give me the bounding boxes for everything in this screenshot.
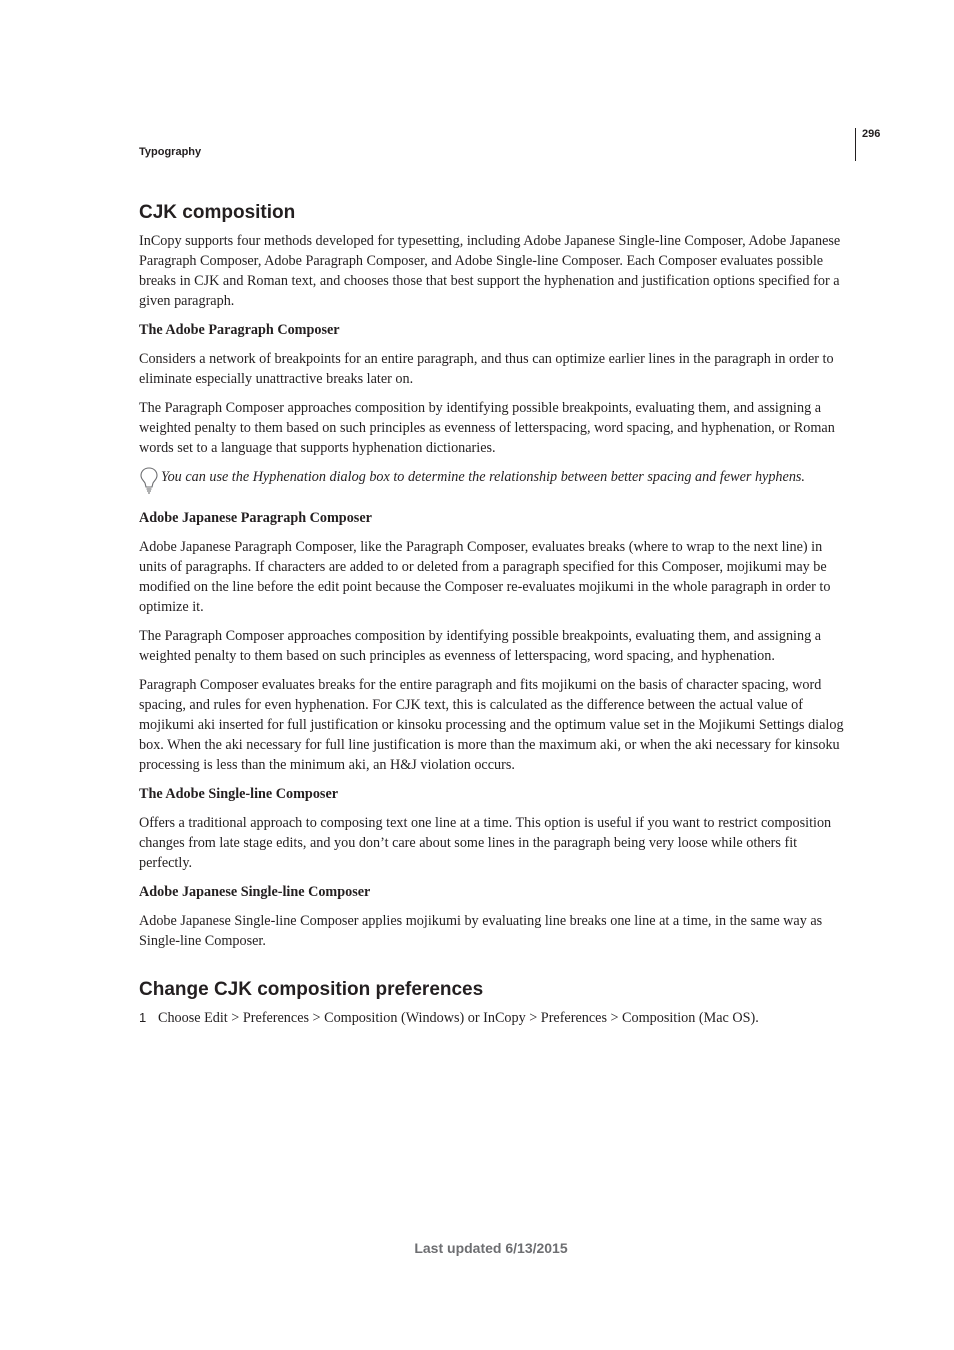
step-number: 1 <box>139 1010 147 1025</box>
intro-paragraph: InCopy supports four methods developed for typesetting, including Adobe Japanese Single-line Composer, Adobe Japanese Paragraph Composer, Adobe Paragraph Composer, and Adobe Single-line Composer. Each Composer evaluates possible breaks in CJK and Roman text, and chooses those that best support the hyphenation and justification options specified for a given paragraph. <box>139 233 841 309</box>
subheading-japanese-single-line-composer: Adobe Japanese Single-line Composer <box>139 884 371 900</box>
subheading-japanese-paragraph-composer: Adobe Japanese Paragraph Composer <box>139 510 372 526</box>
body-paragraph: The Paragraph Composer approaches composition by identifying possible breakpoints, evaluating them, and assigning a weighted penalty to them based on such principles as evenness of letterspacing, word spacing, and hyphenation, or Roman words set to a language that supports hyphenation dictionaries. <box>139 400 835 456</box>
lightbulb-icon <box>139 465 159 495</box>
tip-note <box>139 467 851 487</box>
last-updated: Last updated 6/13/2015 <box>414 1240 568 1256</box>
step-item <box>139 1008 851 1028</box>
page-number: 296 <box>862 128 881 140</box>
subheading-single-line-composer: The Adobe Single-line Composer <box>139 786 339 802</box>
tip-text: You can use the Hyphenation dialog box to determine the relationship between better spacing and fewer hyphens. <box>161 469 805 485</box>
body-paragraph: Considers a network of breakpoints for an entire paragraph, and thus can optimize earlier lines in the paragraph in order to eliminate especially unattractive breaks later on. <box>139 351 834 387</box>
page-content <box>139 200 851 1028</box>
body-paragraph: Adobe Japanese Single-line Composer applies mojikumi by evaluating line breaks one line at a time, in the same way as Single-line Composer. <box>139 913 823 949</box>
section-title-cjk-composition: CJK composition <box>139 202 296 223</box>
header-rule <box>855 128 856 161</box>
step-text: Choose Edit > Preferences > Composition (Windows) or InCopy > Preferences > Composition (Mac OS). <box>158 1010 759 1026</box>
body-paragraph: Paragraph Composer evaluates breaks for the entire paragraph and fits mojikumi on the basis of character spacing, word spacing, and rules for even hyphenation. For CJK text, this is calculated as the difference between the actual value of mojikumi aki inserted for full justification or kinsoku processing and the optimum value set in the Mojikumi Settings dialog box. When the aki necessary for full line justification is more than the maximum aki, or when the aki necessary for kinsoku processing is less than the minimum aki, an H&J violation occurs. <box>139 677 844 773</box>
section-title-change-preferences: Change CJK composition preferences <box>139 979 484 1000</box>
running-header: Typography <box>139 146 202 158</box>
body-paragraph: The Paragraph Composer approaches composition by identifying possible breakpoints, evaluating them, and assigning a weighted penalty to them based on such principles as evenness of letterspacing, word spacing, and hyphenation. <box>139 628 822 664</box>
footer <box>0 1240 954 1256</box>
body-paragraph: Adobe Japanese Paragraph Composer, like the Paragraph Composer, evaluates breaks (where to wrap to the next line) in units of paragraphs. If characters are added to or deleted from a paragraph specified for this Composer, mojikumi may be modified on the line before the edit point because the Composer re-evaluates mojikumi in the whole paragraph in order to optimize it. <box>139 539 831 615</box>
subheading-paragraph-composer: The Adobe Paragraph Composer <box>139 322 340 338</box>
body-paragraph: Offers a traditional approach to composing text one line at a time. This option is useful if you want to restrict composition changes from late stage edits, and you don’t care about some lines in the paragraph being very loose while others fit perfectly. <box>139 815 832 871</box>
